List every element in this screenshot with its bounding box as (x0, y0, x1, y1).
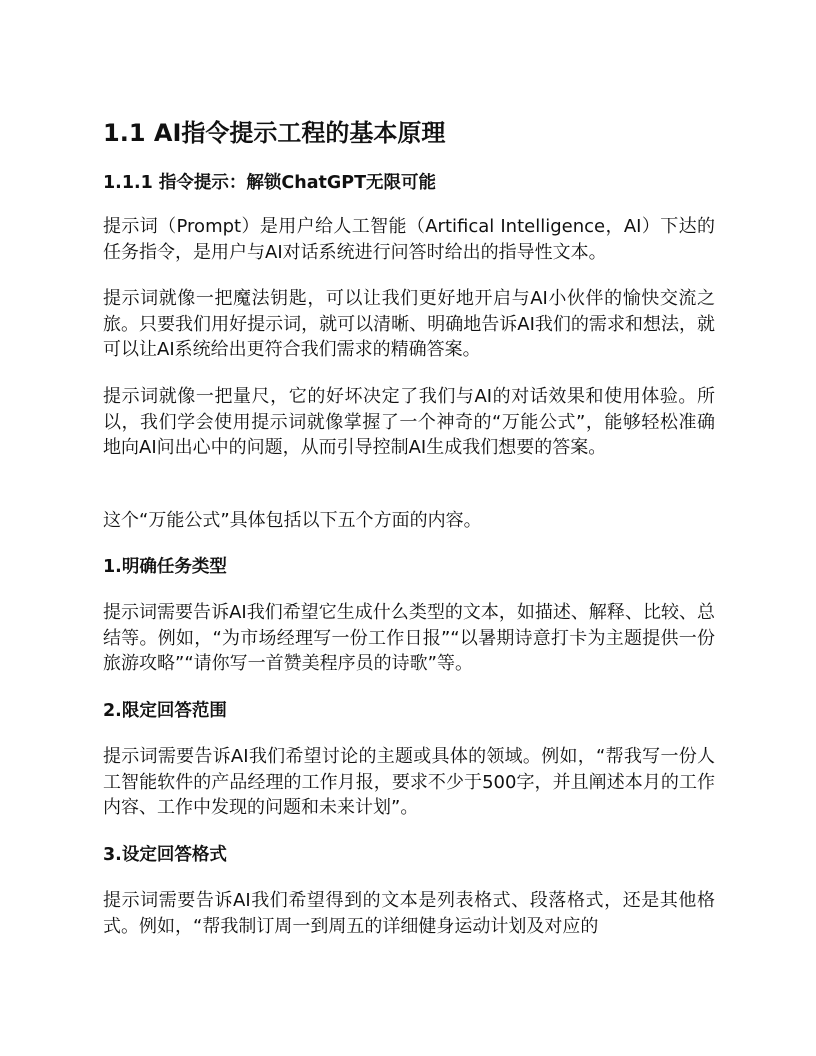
subsection-title: 1.1.1 指令提示：解锁ChatGPT无限可能 (103, 173, 437, 193)
section-title: 1.1 AI指令提示工程的基本原理 (103, 119, 446, 147)
paragraph: 提示词（Prompt）是用户给人工智能（Artifical Intelligence，AI）下达的任务指令，是用户与AI对话系统进行问答时给出的指导性文本。 (103, 216, 715, 263)
item-heading: 1.明确任务类型 (103, 557, 227, 577)
item-paragraph: 提示词需要告诉AI我们希望讨论的主题或具体的领域。例如，“帮我写一份人工智能软件的产品经理的工作月报，要求不少于500字，并且阐述本月的工作内容、工作中发现的问题和未来计划”。 (103, 746, 715, 818)
paragraph: 这个“万能公式”具体包括以下五个方面的内容。 (103, 510, 482, 531)
item-paragraph: 提示词需要告诉AI我们希望得到的文本是列表格式、段落格式，还是其他格式。例如，“帮我制订周一到周五的详细健身运动计划及对应的 (103, 890, 715, 937)
item-heading: 2.限定回答范围 (103, 701, 227, 721)
paragraph: 提示词就像一把量尺，它的好坏决定了我们与AI的对话效果和使用体验。所以，我们学会使用提示词就像掌握了一个神奇的“万能公式”，能够轻松准确地向AI问出心中的问题，从而引导控制AI生成我们想要的答案。 (103, 386, 715, 458)
item-paragraph: 提示词需要告诉AI我们希望它生成什么类型的文本，如描述、解释、比较、总结等。例如，“为市场经理写一份工作日报”“以暑期诗意打卡为主题提供一份旅游攻略”“请你写一首赞美程序员的诗歌”等。 (103, 602, 715, 674)
item-heading: 3.设定回答格式 (103, 845, 227, 865)
paragraph: 提示词就像一把魔法钥匙，可以让我们更好地开启与AI小伙伴的愉快交流之旅。只要我们用好提示词，就可以清晰、明确地告诉AI我们的需求和想法，就可以让AI系统给出更符合我们需求的精确答案。 (103, 288, 715, 360)
